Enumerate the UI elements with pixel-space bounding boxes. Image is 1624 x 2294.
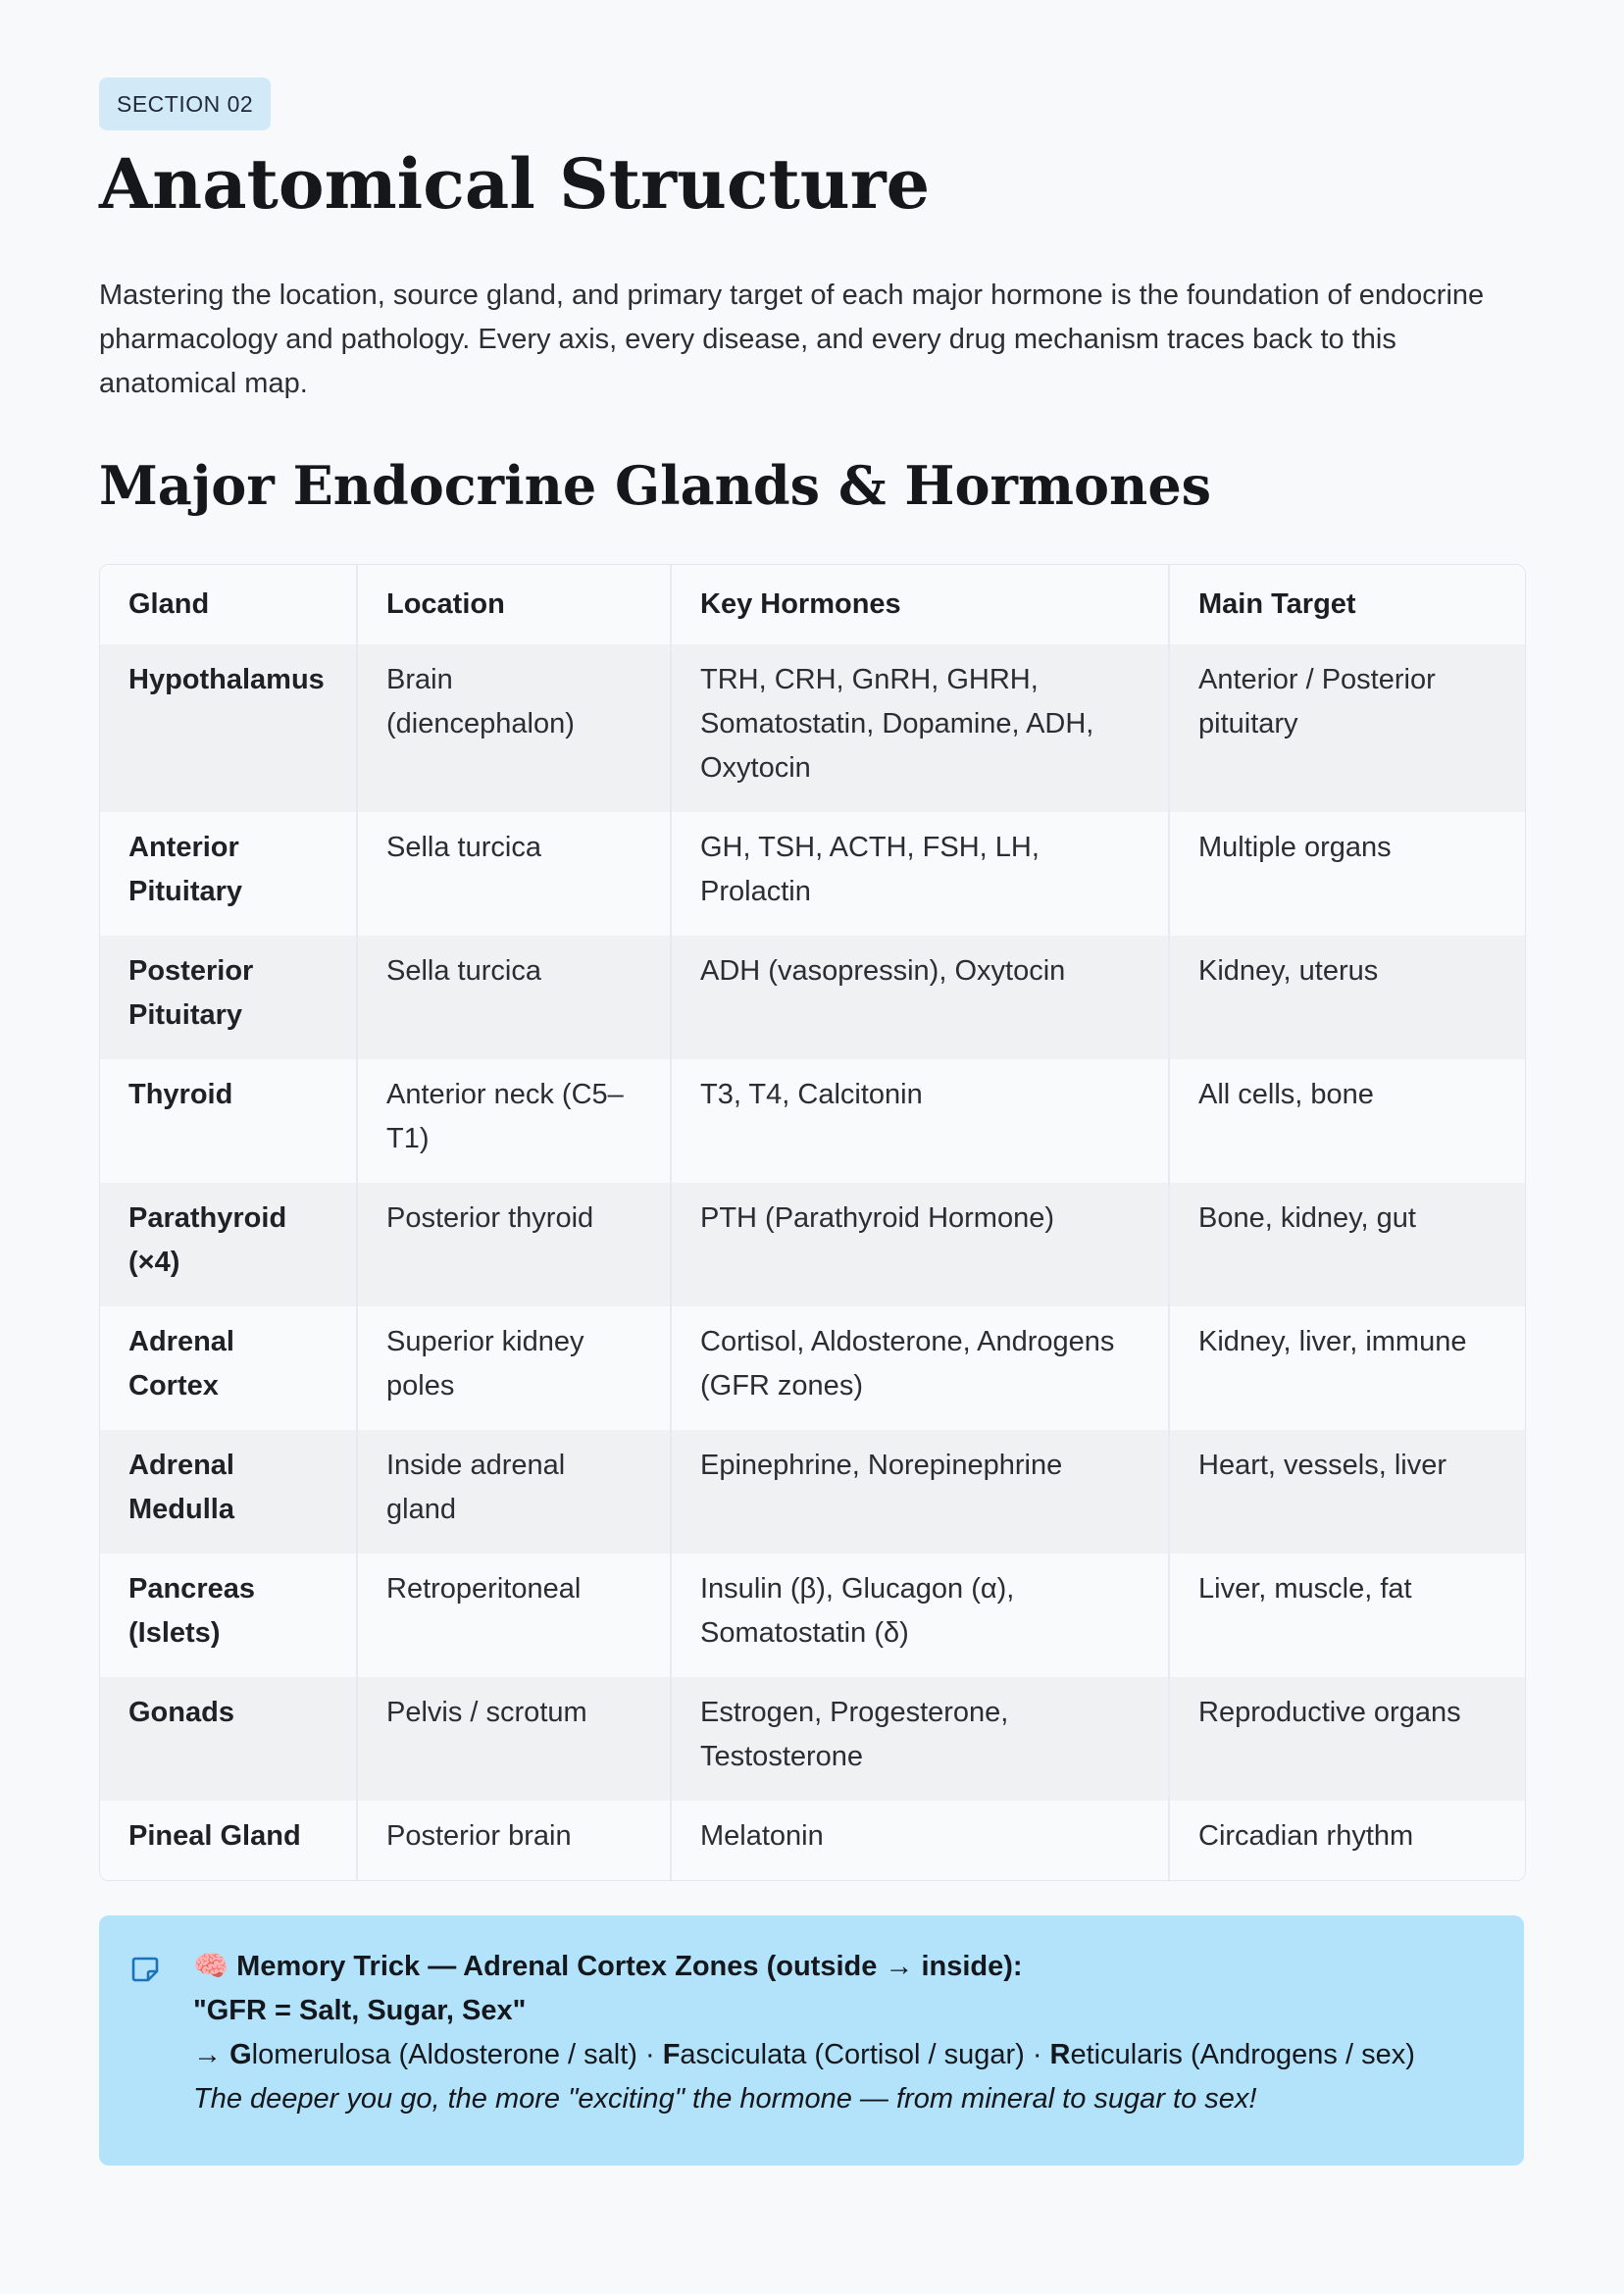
callout-zones	[193, 2033, 1504, 2077]
cell-location: Retroperitoneal	[357, 1554, 671, 1677]
note-icon	[130, 1955, 160, 1984]
header-key-hormones: Key Hormones	[671, 565, 1169, 644]
table-row	[100, 936, 1525, 1059]
cell-target: Reproductive organs	[1198, 1697, 1461, 1728]
table-row	[100, 1677, 1525, 1801]
cell-hormones: Epinephrine, Norepinephrine	[671, 1430, 1169, 1554]
cell-target: Kidney, uterus	[1198, 955, 1379, 987]
intro-paragraph: Mastering the location, source gland, and primary target of each major hormone is the foundation of endocrine pharmacology and pathology. Every axis, every disease, and every drug mechanism traces back to this anatomical map.	[99, 280, 1485, 399]
cell-hormones: PTH (Parathyroid Hormone)	[671, 1183, 1169, 1306]
cell-gland: Pancreas (Islets)	[100, 1554, 357, 1677]
section-badge: SECTION 02	[99, 77, 271, 130]
table-header-row	[100, 565, 1525, 644]
cell-hormones: Melatonin	[671, 1801, 1169, 1880]
cell-gland: Anterior Pituitary	[100, 812, 357, 936]
section-subtitle: Major Endocrine Glands & Hormones	[99, 454, 1212, 517]
cell-location: Brain (diencephalon)	[357, 644, 671, 812]
zone-separator: ·	[1024, 2039, 1050, 2070]
memory-trick-callout	[99, 1915, 1524, 2166]
table-row	[100, 1554, 1525, 1677]
cell-hormones: Cortisol, Aldosterone, Androgens (GFR zones)	[671, 1306, 1169, 1430]
cell-hormones: T3, T4, Calcitonin	[671, 1059, 1169, 1183]
cell-gland: Parathyroid (×4)	[100, 1183, 357, 1306]
zone-name: eticularis (Androgens / sex)	[1070, 2039, 1415, 2070]
cell-gland: Adrenal Cortex	[100, 1306, 357, 1430]
callout-title: 🧠 Memory Trick — Adrenal Cortex Zones (outside → inside):	[193, 1951, 1023, 1982]
header-main-target: Main Target	[1169, 565, 1525, 644]
cell-hormones: ADH (vasopressin), Oxytocin	[671, 936, 1169, 1059]
cell-target: Liver, muscle, fat	[1198, 1573, 1412, 1605]
cell-location: Pelvis / scrotum	[357, 1677, 671, 1801]
cell-location: Sella turcica	[357, 936, 671, 1059]
page-title: Anatomical Structure	[99, 143, 931, 225]
zone-initial: R	[1049, 2039, 1071, 2070]
callout-footnote: The deeper you go, the more "exciting" the hormone — from mineral to sugar to sex!	[193, 2083, 1257, 2115]
cell-gland: Thyroid	[100, 1059, 357, 1183]
table-row	[100, 1059, 1525, 1183]
header-gland: Gland	[100, 565, 357, 644]
cell-hormones: TRH, CRH, GnRH, GHRH, Somatostatin, Dopamine, ADH, Oxytocin	[671, 644, 1169, 812]
callout-body	[193, 1945, 1504, 2121]
cell-target: Kidney, liver, immune	[1198, 1326, 1467, 1357]
cell-hormones: Insulin (β), Glucagon (α), Somatostatin (δ)	[671, 1554, 1169, 1677]
table-row	[100, 812, 1525, 936]
cell-location: Sella turcica	[357, 812, 671, 936]
cell-target: Circadian rhythm	[1198, 1820, 1414, 1852]
cell-gland: Posterior Pituitary	[100, 936, 357, 1059]
arrow-prefix: →	[193, 2039, 230, 2070]
table-row	[100, 644, 1525, 812]
callout-mnemonic: "GFR = Salt, Sugar, Sex"	[193, 1995, 527, 2026]
zone-name: asciculata (Cortisol / sugar)	[680, 2039, 1025, 2070]
cell-target: Anterior / Posterior pituitary	[1198, 664, 1436, 739]
cell-gland: Hypothalamus	[100, 644, 357, 812]
zone-initial: F	[662, 2039, 681, 2070]
glands-table	[99, 564, 1526, 1881]
cell-hormones: Estrogen, Progesterone, Testosterone	[671, 1677, 1169, 1801]
cell-target: Bone, kidney, gut	[1198, 1202, 1416, 1234]
header-location: Location	[357, 565, 671, 644]
cell-location: Anterior neck (C5–T1)	[357, 1059, 671, 1183]
cell-location: Posterior brain	[357, 1801, 671, 1880]
cell-location: Posterior thyroid	[357, 1183, 671, 1306]
table-row	[100, 1306, 1525, 1430]
cell-target: Multiple organs	[1198, 832, 1392, 863]
cell-gland: Gonads	[100, 1677, 357, 1801]
zone-separator: ·	[636, 2039, 663, 2070]
cell-gland: Adrenal Medulla	[100, 1430, 357, 1554]
table-row	[100, 1801, 1525, 1880]
table-row	[100, 1430, 1525, 1554]
table-row	[100, 1183, 1525, 1306]
cell-target: Heart, vessels, liver	[1198, 1450, 1447, 1481]
cell-hormones: GH, TSH, ACTH, FSH, LH, Prolactin	[671, 812, 1169, 936]
zone-name: lomerulosa (Aldosterone / salt)	[251, 2039, 637, 2070]
cell-gland: Pineal Gland	[100, 1801, 357, 1880]
cell-location: Inside adrenal gland	[357, 1430, 671, 1554]
cell-location: Superior kidney poles	[357, 1306, 671, 1430]
cell-target: All cells, bone	[1198, 1079, 1374, 1110]
zone-initial: G	[229, 2039, 252, 2070]
